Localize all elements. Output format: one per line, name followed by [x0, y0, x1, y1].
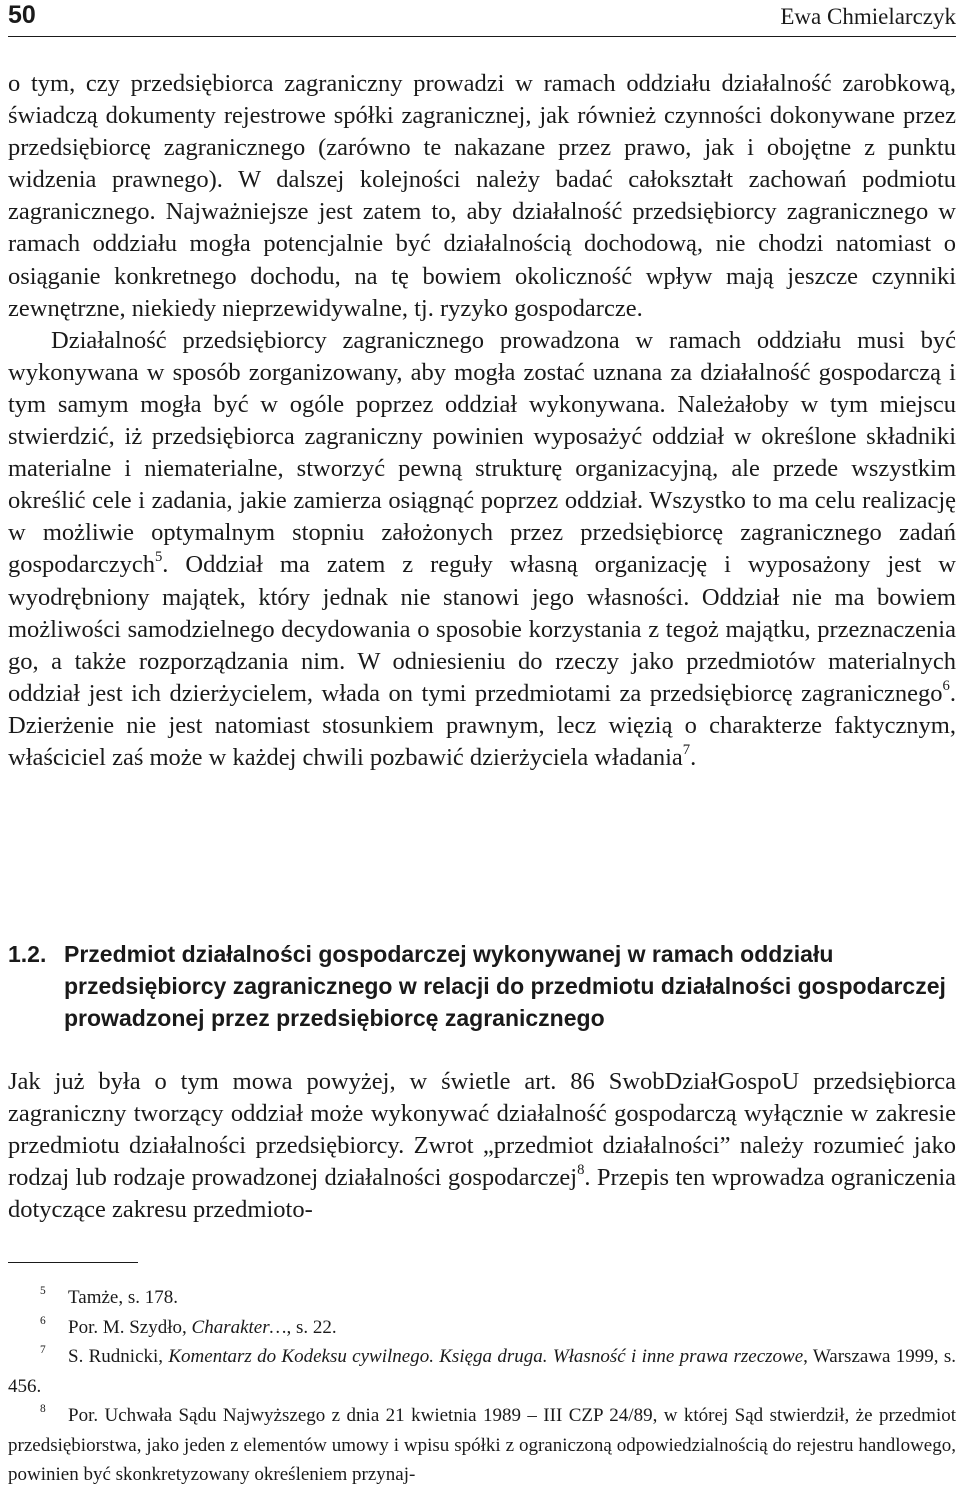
paragraph-1: o tym, czy przedsiębiorca zagraniczny prowadzi w ramach oddziału działalność zarobkową, świadczą dokumenty rejestrowe spółki zagranicznej, jak również czynności dokonywane przez przedsiębiorcę zagranicznego (zarówno te nakazane przez prawo, jak i obojętne z punktu widzenia prawnego). W dalszej kolejności należy badać całokształt zachowań podmiotu zagranicznego. Najważniejsze jest zatem to, aby działalność przedsiębiorcy zagranicznego w ramach oddziału mogła potencjalnie być działalnością dochodową, nie chodzi natomiast o osiąganie konkretnego dochodu, na tę bowiem okoliczność wpływ mają jeszcze czynniki zewnętrzne, niekiedy nieprzewidywalne, tj. ryzyko gospodarcze.: [8, 70, 956, 322]
paragraph-3: Jak już była o tym mowa powyżej, w świetle art. 86 SwobDziałGospoU przedsiębiorca zagraniczny tworzący oddział może wykonywać działalność gospodarczą wyłącznie w zakresie przedmiotu działalności przedsiębiorcy. Zwrot „przedmiot działalności” należy rozumieć jako rodzaj lub rodzaje prowadzonej działalności gospodarczej$^8$. Przepis ten wprowadza ograniczenia dotyczące zakresu przedmioto-: [8, 1068, 956, 1224]
section-title: Przedmiot działalności gospodarczej wykonywanej w ramach oddziału przedsiębiorcy zagranicznego w relacji do przedmiotu działalności gospodarczej prowadzonej przez przedsiębiorcę zagranicznego: [64, 941, 946, 1031]
main-text: [8, 68, 956, 774]
footnotes: [8, 1283, 956, 1490]
footnote-ref-8: 8: [577, 1162, 585, 1179]
footnote-5: $^5$ Tamże, s. 178.: [40, 1285, 179, 1308]
main-text-continued: [8, 1066, 956, 1226]
section-number: 1.2.: [8, 941, 47, 967]
running-head-author: Ewa Chmielarczyk: [780, 4, 956, 29]
footnote-6: $^6$ Por. M. Szydło, Charakter…, s. 22.: [40, 1314, 337, 1338]
footnote-ref-6: 6: [942, 677, 950, 694]
page-number: 50: [8, 1, 36, 29]
footnote-ref-7: 7: [682, 741, 691, 758]
footnote-ref-5: 5: [154, 549, 163, 566]
paragraph-2: Działalność przedsiębiorcy zagranicznego prowadzona w ramach oddziału musi być wykonywana w sposób zorganizowany, aby mogła zostać uznana za działalność gospodarczą i tym samym mogła być w ogóle poprzez oddział wykonywana. Należałoby w tym miejscu stwierdzić, iż przedsiębiorca zagraniczny powinien wyposażyć oddział w określone składniki materialne i niematerialne, stworzyć pewną strukturę organizacyjną, ale przede wszystkim określić cele i zadania, jakie zamierza osiągnąć poprzez oddział. Wszystko to ma celu realizację w możliwie optymalnym stopniu założonych przez przedsiębiorcę zagranicznego zadań gospodarczych$^5$. Oddział ma zatem z reguły własną organizację i wyposażony jest w wyodrębniony majątek, który jednak nie stanowi jego własności. Oddział nie ma bowiem możliwości samodzielnego decydowania o sposobie korzystania z tegoż majątku, przeznaczenia go, a także rozporządzania nim. W odniesieniu do rzeczy jako przedmiotów materialnych oddział jest ich dzierżycielem, włada on tymi przedmiotami za przedsiębiorcę zagranicznego$^6$. Dzierżenie nie jest natomiast stosunkiem prawnym, lecz więzią o charakterze faktycznym, właściciel zaś może w każdej chwili pozbawić dzierżyciela władania$^7$.: [8, 326, 956, 771]
section-heading: [8, 938, 956, 1034]
footnote-7: $^7$ S. Rudnicki, Komentarz do Kodeksu cywilnego. Księga druga. Własność i inne prawa rzeczowe, Warszawa 1999, s. 456.: [8, 1344, 957, 1397]
footnote-separator: [8, 1262, 138, 1263]
page-header: [8, 0, 956, 37]
footnote-8: $^8$ Por. Uchwała Sądu Najwyższego z dnia 21 kwietnia 1989 – III CZP 24/89, w której Sąd stwierdził, że przedmiot przedsiębiorstwa, jako jeden z elementów umowy i wpisu spółki z ograniczoną odpowiedzialnością do rejestru handlowego, powinien być skonkretyzowany określeniem przynaj-: [8, 1403, 956, 1485]
